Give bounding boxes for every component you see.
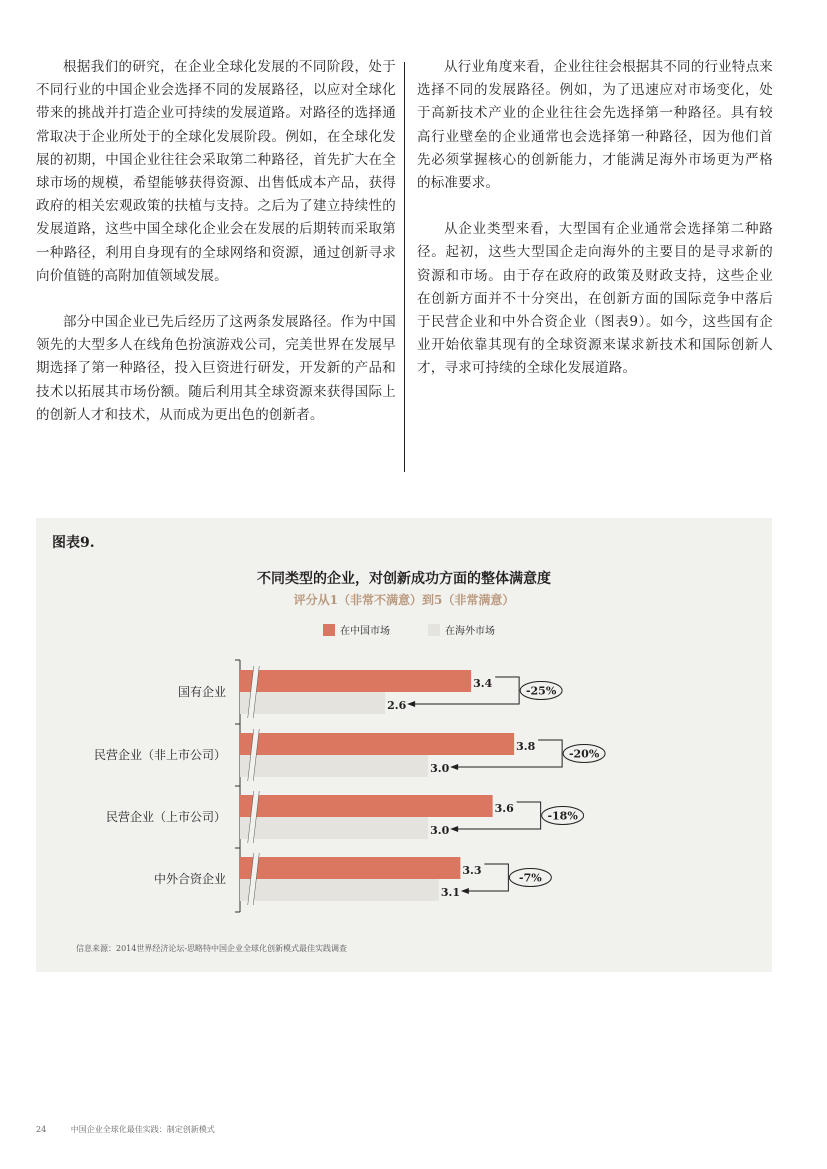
difference-label: -18%: [547, 809, 578, 823]
paragraph: 根据我们的研究，在企业全球化发展的不同阶段，处于不同行业的中国企业会选择不同的发展路径，以应对全球化带来的挑战并打造企业可持续的发展道路。对路径的选择通常取决于企业所处于的全球化发展阶段。例如，在全球化发展的初期，中国企业往往会采取第二种路径，首先扩大在全球市场的规模，希望能够获得资源、出售低成本产品，获得政府的相关宏观政策的扶植与支持。之后为了建立持续性的发展道路，这些中国全球化企业会在发展的后期转而采取第一种路径，利用自身现有的全球网络和资源，通过创新寻求向价值链的高附加值领域发展。: [36, 59, 396, 284]
column-divider: [404, 62, 405, 472]
difference-label: -20%: [568, 747, 600, 761]
value-label-china: 3.4: [473, 677, 493, 690]
category-label: 国有企业: [177, 685, 226, 699]
figure-panel: [36, 518, 772, 972]
bar-overseas: [240, 879, 439, 901]
value-label-overseas: 2.6: [387, 699, 407, 712]
legend-label-overseas: 在海外市场: [445, 626, 495, 637]
figure-label: 图表9.: [52, 535, 95, 551]
page-number: 24: [36, 1125, 47, 1134]
value-label-overseas: 3.0: [430, 762, 450, 775]
value-label-china: 3.8: [516, 740, 536, 753]
paragraph: 从行业角度来看，企业往往会根据其不同的行业特点来选择不同的发展路径。例如，为了迅速应对市场变化，处于高新技术产业的企业往往会先选择第一种路径。具有较高行业壁垒的企业通常也会选择第一种路径，因为他们首先必须掌握核心的创新能力，才能满足海外市场更为严格的标准要求。: [417, 59, 773, 192]
bar-overseas: [240, 692, 385, 714]
bar-china: [240, 857, 460, 879]
bar-overseas: [240, 755, 428, 777]
paragraph: 部分中国企业已先后经历了这两条发展路径。作为中国领先的大型多人在线角色扮演游戏公司，完美世界在发展早期选择了第一种路径，投入巨资进行研发，开发新的产品和技术以拓展其市场份额。随后利用其全球资源来获得国际上的创新人才和技术，从而成为更出色的创新者。: [36, 314, 396, 423]
bar-china: [240, 795, 493, 817]
left-text-column: [36, 56, 396, 450]
bar-overseas: [240, 817, 428, 839]
value-label-overseas: 3.0: [430, 824, 450, 837]
chart-title: 不同类型的企业，对创新成功方面的整体满意度: [257, 571, 551, 587]
bar-chart: [36, 518, 772, 972]
page-footer: [36, 1124, 215, 1135]
arrow-head: [450, 826, 458, 832]
value-label-china: 3.6: [494, 802, 514, 815]
difference-label: -7%: [519, 871, 542, 885]
arrow-head: [450, 764, 458, 770]
source-note: 信息来源：2014世界经济论坛-思略特中国企业全球化创新模式最佳实践调查: [76, 944, 348, 953]
category-label: 中外合资企业: [153, 872, 226, 886]
paragraph: 从企业类型来看，大型国有企业通常会选择第二种路径。起初，这些大型国企走向海外的主要目的是寻求新的资源和市场。由于存在政府的政策及财政支持，这些企业在创新方面并不十分突出，在创新方面的国际竞争中落后于民营企业和中外合资企业（图表9）。如今，这些国有企业开始依靠其现有的全球资源来谋求新技术和国际创新人才，寻求可持续的全球化发展道路。: [417, 221, 773, 377]
legend-swatch-overseas: [428, 624, 440, 636]
chart-subtitle: 评分从1（非常不满意）到5（非常满意）: [293, 593, 515, 607]
footer-title: 中国企业全球化最佳实践：制定创新模式: [70, 1125, 215, 1134]
category-label: 民营企业（非上市公司）: [93, 748, 226, 762]
legend-label-china: 在中国市场: [340, 626, 390, 637]
legend-swatch-china: [323, 624, 335, 636]
category-label: 民营企业（上市公司）: [105, 810, 226, 824]
right-text-column: [417, 56, 773, 404]
arrow-head: [407, 701, 415, 707]
arrow-head: [461, 888, 469, 894]
value-label-china: 3.3: [462, 864, 482, 877]
bar-china: [240, 670, 471, 692]
bar-china: [240, 733, 514, 755]
value-label-overseas: 3.1: [440, 886, 461, 899]
difference-label: -25%: [525, 684, 557, 698]
